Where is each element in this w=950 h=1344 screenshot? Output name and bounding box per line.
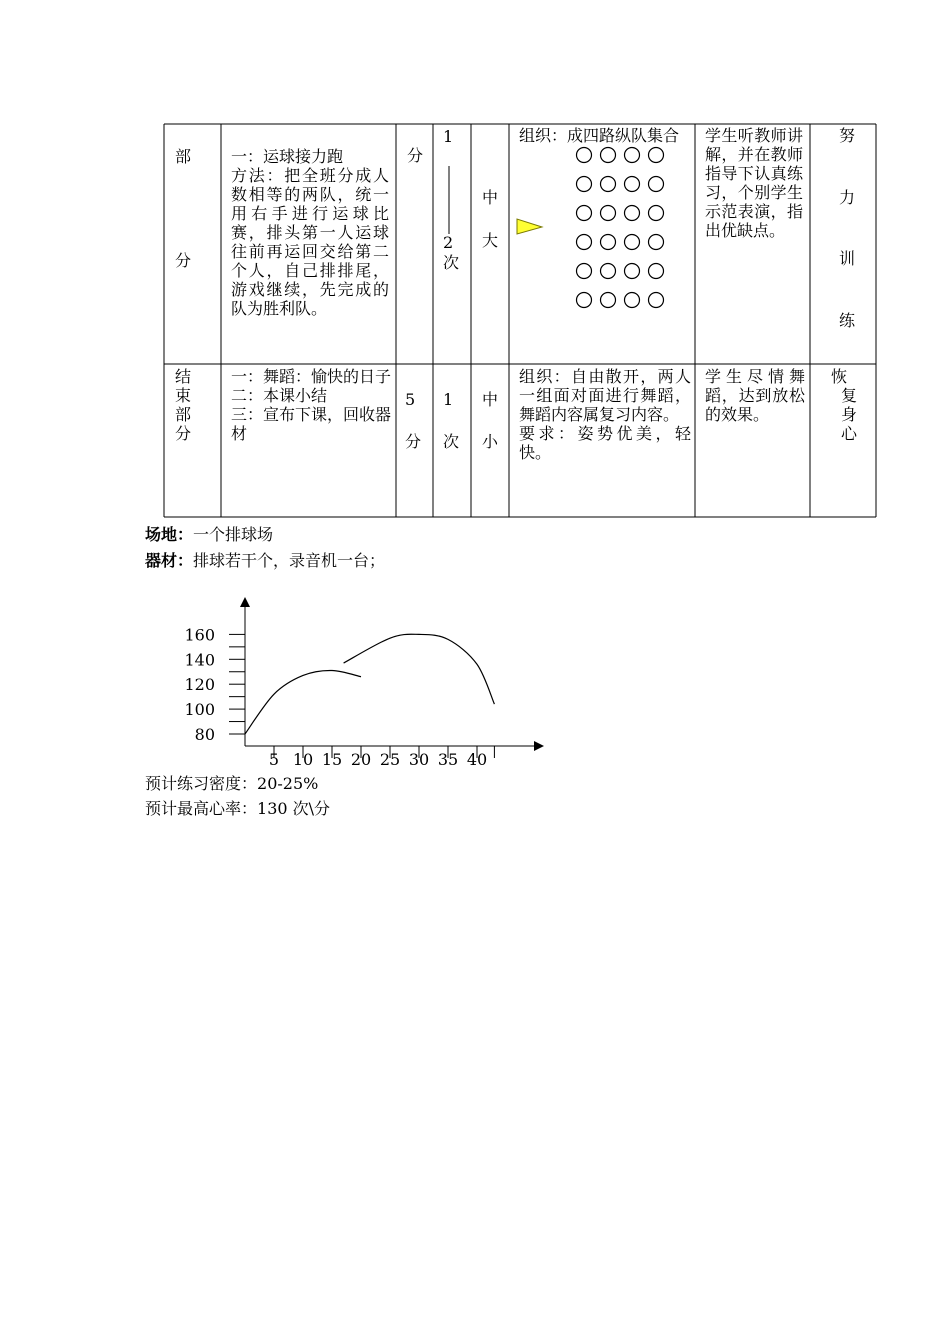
equipment-line — [145, 551, 385, 570]
student-marker — [601, 206, 616, 221]
student-marker — [649, 206, 664, 221]
student-marker — [577, 148, 592, 163]
student-marker — [649, 148, 664, 163]
x-tick-label: 35 — [437, 750, 459, 769]
row1-student: 学生听教师讲解，并在教师指导下认真练习，个别学生示范表演，指出优缺点。 — [705, 126, 803, 240]
student-marker — [577, 206, 592, 221]
row2-time-num: 5 — [405, 390, 416, 409]
x-tick-label: 30 — [408, 750, 430, 769]
student-marker — [601, 235, 616, 250]
student-marker — [577, 177, 592, 192]
y-tick-label: 80 — [194, 725, 215, 744]
row1-organization: 组织：成四路纵队集合 — [519, 126, 680, 145]
row1-purpose-4: 练 — [838, 311, 855, 330]
student-marker — [649, 177, 664, 192]
x-tick-label: 5 — [268, 750, 280, 769]
x-axis-arrow — [534, 741, 544, 751]
row1-purpose-3: 训 — [838, 249, 855, 268]
x-tick-label: 40 — [466, 750, 488, 769]
max-hr-value: 130 次\分 — [257, 799, 331, 818]
density-line — [145, 774, 318, 793]
heart-rate-chart — [0, 580, 600, 780]
formation-diagram — [510, 140, 690, 310]
row1-section-char-2: 分 — [174, 251, 191, 270]
max-hr-label: 预计最高心率： — [145, 799, 258, 818]
student-marker — [577, 264, 592, 279]
y-tick-label: 140 — [184, 650, 215, 670]
y-tick-label: 120 — [184, 675, 215, 695]
row2-time-unit: 分 — [405, 432, 422, 451]
venue-label: 场地： — [145, 525, 194, 544]
row2-content: 一：舞蹈：愉快的日子 二：本课小结 三：宣布下课，回收器材 — [231, 367, 392, 443]
max-hr-line — [145, 799, 330, 818]
student-marker — [625, 148, 640, 163]
equipment-label: 器材： — [145, 551, 194, 570]
student-marker — [577, 235, 592, 250]
row2-purpose-rest: 复身心 — [840, 386, 857, 443]
row1-intensity-2: 大 — [481, 231, 498, 250]
row1-purpose-1: 努 — [838, 126, 855, 145]
x-tick-label: 10 — [292, 750, 314, 769]
x-tick-label: 20 — [350, 750, 372, 769]
lesson-table-grid — [0, 0, 950, 530]
heart-rate-curve-1 — [245, 670, 361, 734]
row1-content: 一：运球接力跑 方法：把全班分成人数相等的两队，统一用右手进行运球比赛，排头第一人运球往前再运回交给第二个人，自己排排尾，游戏继续，先完成的队为胜利队。 — [231, 147, 389, 318]
student-marker — [625, 235, 640, 250]
row2-times-unit: 次 — [443, 432, 460, 451]
row1-times-top: 1 — [443, 127, 454, 146]
student-marker — [601, 148, 616, 163]
row2-intensity-2: 小 — [481, 432, 498, 451]
student-marker — [601, 177, 616, 192]
student-marker — [649, 293, 664, 308]
row2-section: 结束部分 — [174, 367, 191, 443]
student-marker — [577, 293, 592, 308]
heart-rate-curve-2 — [344, 634, 495, 704]
student-marker — [601, 264, 616, 279]
row2-student: 学生尽情舞蹈，达到放松的效果。 — [705, 367, 805, 424]
row1-times-bottom: 2 — [443, 233, 454, 252]
venue-line — [145, 525, 273, 544]
y-tick-label: 160 — [184, 625, 215, 645]
y-axis-arrow — [240, 597, 250, 607]
student-marker — [625, 177, 640, 192]
x-tick-label: 25 — [379, 750, 401, 769]
row1-times-unit: 次 — [443, 253, 460, 272]
student-marker — [601, 293, 616, 308]
x-tick-label: 15 — [321, 750, 343, 769]
row2-times-num: 1 — [443, 390, 454, 409]
student-marker — [625, 264, 640, 279]
teacher-flag-icon — [517, 219, 542, 234]
row1-times-dash — [446, 166, 452, 234]
density-label: 预计练习密度： — [145, 774, 258, 793]
density-value: 20-25% — [257, 774, 319, 793]
row1-time: 分 — [406, 146, 423, 165]
student-marker — [649, 235, 664, 250]
student-marker — [649, 264, 664, 279]
row1-section-char-1: 部 — [174, 147, 191, 166]
row1-intensity-1: 中 — [481, 188, 498, 207]
venue-value: 一个排球场 — [193, 525, 274, 544]
row2-purpose-first: 恢 — [830, 367, 847, 386]
row2-organization: 组织：自由散开，两人一组面对面进行舞蹈，舞蹈内容属复习内容。 要求：姿势优美，轻快。 — [519, 367, 691, 462]
row2-intensity-1: 中 — [481, 390, 498, 409]
student-marker — [625, 293, 640, 308]
equipment-value: 排球若干个，录音机一台； — [193, 551, 386, 570]
row1-purpose-2: 力 — [838, 188, 855, 207]
y-tick-label: 100 — [184, 700, 215, 720]
student-marker — [625, 206, 640, 221]
